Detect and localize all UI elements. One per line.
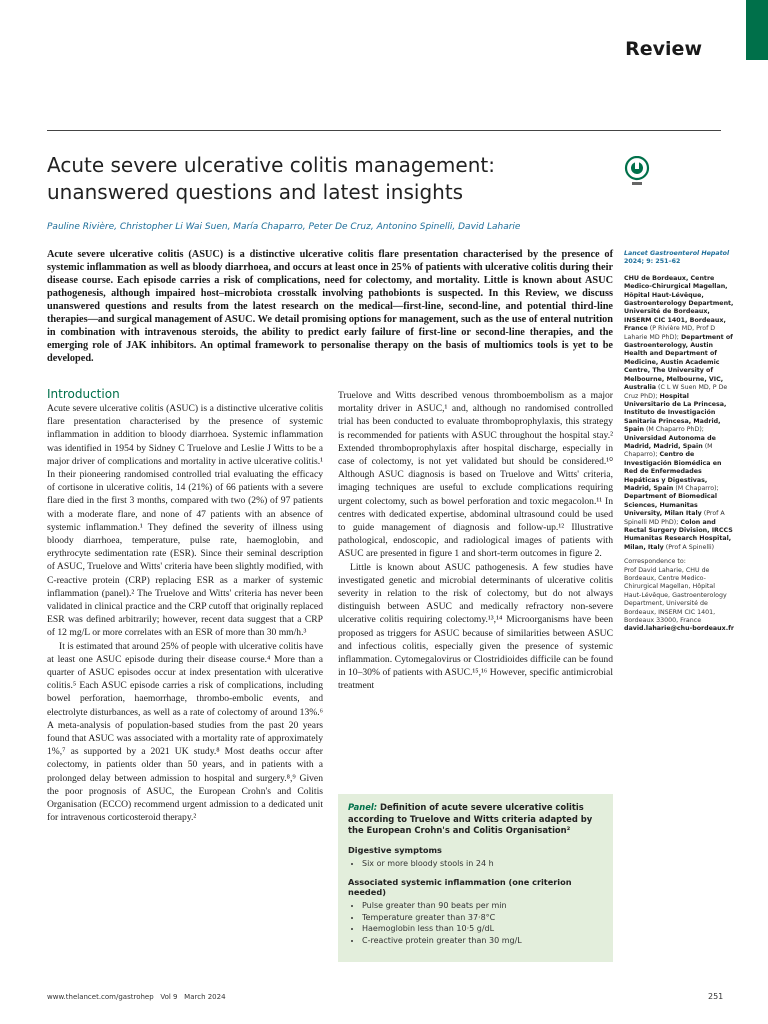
list-item: • Pulse greater than 90 beats per min bbox=[362, 900, 603, 912]
paragraph: Little is known about ASUC pathogenesis. A few studies have investigated genetic and microbial determinants of ulcerative colitis severity in relation to the risk of colectomy, but do not always distinguish between ASUC and medically refractory non-severe ulcerative colitis requiring colectomy.¹³,¹⁴ Microorganisms have been proposed as triggers for ASUC because of similarities between ASUC and infectious colitis, especially given the presence of systemic inflammation. Cytomegalovirus or Clostridioides difficile can be found in 10–30% of patients with ASUC.¹⁵,¹⁶ However, specific antimicrobial treatment bbox=[338, 561, 613, 692]
affiliation: Centro de Investigación Biomédica en Red de Enfermedades Hepáticas y Digestivas, Madrid, Spain (M Chaparro); bbox=[624, 451, 722, 492]
section-color-tab bbox=[746, 0, 768, 60]
panel-group-heading: Associated systemic inflammation (one criterion needed) bbox=[348, 877, 572, 898]
panel-group-heading: Digestive symptoms bbox=[348, 844, 442, 855]
affiliation: Department of Biomedical Sciences, Humanitas University, Milan Italy (Prof A Spinelli MD PhD); bbox=[624, 493, 725, 526]
correspondence-address: Prof David Laharie, CHU de Bordeaux, Centre Medico-Chirurgical Magellan, Hôpital Haut-Lévêque, Gastroenterology Department, Université de Bordeaux, INSERM CIC 1401, Bordeaux 33000, France bbox=[624, 566, 727, 625]
article-title: Acute severe ulcerative colitis management: unanswered questions and latest insights bbox=[47, 153, 495, 204]
criteria-panel bbox=[338, 794, 613, 962]
list-item: • Six or more bloody stools in 24 h bbox=[362, 858, 603, 870]
crossmark-icon[interactable] bbox=[624, 156, 650, 190]
page-number: 251 bbox=[708, 992, 724, 1001]
paragraph: Acute severe ulcerative colitis (ASUC) is a distinctive ulcerative colitis flare presentation characterised by the presence of systemic inflammation in addition to bloody diarrhoea. Systemic inflammation was identified in 1954 by Sidney C Truelove and Leslie J Witts to be a major driver of complications and mortality in active ulcerative colitis.¹ In their pioneering randomised controlled trial evaluating the efficacy of cortisone in ulcerative colitis, 14 (21%) of 66 patients with a severe flare died in the first 3 months, compared with two (2%) of 97 patients with a moderate flare, and none of 47 patients with an absence of systemic inflammation.¹ They defined the severity of illness using bloody diarrhoea, temperature, pulse rate, haemoglobin, and erythrocyte sedimentation rate (ESR). Since their seminal description of ASUC, Truelove and Witts' criteria have been slightly modified, with C-reactive protein (CRP) replacing ESR as a marker of systemic inflammation (panel).² The Truelove and Witts' criteria has never been validated in clinical practice and the CRP cutoff that originally replaced ESR was defined arbitrarily; however, recent data suggest that a CRP of 12 mg/L or more correlates with an ESR of more than 30 mm/h.³ bbox=[47, 403, 323, 639]
affiliation: Hospital Universitario de La Princesa, Instituto de Investigación Sanitaria Princesa, Madrid, Spain (M Chaparro PhD); bbox=[624, 392, 727, 434]
affiliation: CHU de Bordeaux, Centre Medico-Chirurgical Magellan, Hôpital Haut-Lévêque, Gastroenterology Department, Université de Bordeaux, INSERM CIC 1401, Bordeaux, France (P Rivière MD, Prof D Laharie MD PhD); bbox=[624, 274, 734, 341]
paragraph: It is estimated that around 25% of people with ulcerative colitis have at least one ASUC episode during their disease course.⁴ More than a quarter of ASUC episodes occur at index presentation with ulcerative colitis.⁵ Each ASUC episode carries a risk of complications, including bowel perforation, haemorrhage, thrombo-embolic events, and electrolyte disturbances, as well as a rate of colectomy of around 13%.⁶ A meta-analysis of population-based studies from the past 20 years found that ASUC was associated with a mortality rate of approximately 1%,⁷ as supported by a 2021 UK study.⁸ Most deaths occur after colectomy, in patients older than 50 years, and in patients with a prolonged delay between admission to hospital and surgery.⁸,⁹ Given the poor prognosis of ASUC, the European Crohn's and Colitis Organisation (ECCO) recommend urgent admission to a dedicated unit for intravenous corticosteroid therapy.² bbox=[47, 640, 324, 824]
affiliation-list bbox=[624, 275, 734, 552]
section-label: Review bbox=[625, 38, 702, 60]
footer-journal-info: www.thelancet.com/gastrohep Vol 9 March 2024 bbox=[47, 993, 226, 1001]
panel-list bbox=[348, 858, 603, 870]
panel-heading: Definition of acute severe ulcerative colitis according to Truelove and Witts criteria adapted by the European Crohn's and Colitis Organisation² bbox=[348, 802, 593, 835]
paragraph: Truelove and Witts described venous thromboembolism as a major mortality driver in ASUC,¹ and, although no randomised controlled trial has been conducted to evaluate thromboprophylaxis, this strategy is recommended for patients with ASUC throughout the hospital stay.² Extended thromboprophylaxis after hospital discharge, especially in case of colectomy, is not yet validated but should be considered.¹⁰ Although ASUC diagnosis is based on Truelove and Witts' criteria, imaging techniques are useful to exclude complications requiring urgent colectomy, such as bowel perforation and toxic megacolon.¹¹ In centres with dedicated expertise, abdominal ultrasound could be used to guide management of diagnosis and follow-up.¹² Illustrative pathological, endoscopic, and radiological images of patients with ASUC are presented in figure 1 and short-term outcomes in figure 2. bbox=[338, 390, 613, 560]
correspondence-email[interactable]: david.laharie@chu-bordeaux.fr bbox=[624, 625, 734, 633]
panel-label: Panel: bbox=[348, 802, 378, 812]
sidebar-affiliations bbox=[624, 250, 734, 634]
intro-heading: Introduction bbox=[47, 387, 120, 401]
list-item: • Haemoglobin less than 10·5 g/dL bbox=[362, 923, 603, 935]
list-item: • Temperature greater than 37·8°C bbox=[362, 912, 603, 924]
list-item: • C-reactive protein greater than 30 mg/L bbox=[362, 935, 603, 947]
correspondence-label: Correspondence to: bbox=[624, 558, 686, 566]
panel-list bbox=[348, 900, 603, 946]
body-column-2 bbox=[338, 389, 613, 693]
header-rule bbox=[47, 130, 721, 131]
abstract: Acute severe ulcerative colitis (ASUC) is a distinctive ulcerative colitis flare presentation characterised by the presence of systemic inflammation as well as bloody diarrhoea, and occurs at least once in 25% of patients with ulcerative colitis during their disease course. Each episode carries a risk of complications, need for colectomy, and mortality. Little is known about ASUC pathogenesis, although impaired host–microbiota crosstalk involving pathobionts is suspected. In this Review, we discuss unanswered questions and results from the latest research on the medical—first-line, second-line, and potential third-line therapies—and surgical management of ASUC. We detail promising options for management, such as the use of enteral nutrition in combination with intravenous steroids, the ability to predict early failure of first-line or second-line therapies, and the emerging role of JAK inhibitors. An optimal framework to personalise therapy on the basis of multiomics tools is yet to be developed. bbox=[47, 249, 614, 365]
panel-title bbox=[348, 802, 603, 837]
journal-name: Lancet Gastroenterol Hepatol bbox=[624, 250, 730, 257]
author-list: Pauline Rivière, Christopher Li Wai Suen, María Chaparro, Peter De Cruz, Antonino Spinelli, David Laharie bbox=[47, 222, 521, 232]
affiliation: Colon and Rectal Surgery Division, IRCCS Humanitas Research Hospital, Milan, Italy (Prof A Spinelli) bbox=[624, 518, 733, 551]
body-column-1 bbox=[47, 402, 323, 825]
citation: 2024; 9: 251–62 bbox=[624, 258, 681, 266]
affiliation: Universidad Autonoma de Madrid, Madrid, Spain (M Chaparro); bbox=[624, 434, 716, 459]
affiliation: Department of Gastroenterology, Austin Health and Department of Medicine, Austin Academic Centre, The University of Melbourne, Melbourne, VIC, Australia (C L W Suen MD, P De Cruz PhD); bbox=[624, 333, 733, 400]
